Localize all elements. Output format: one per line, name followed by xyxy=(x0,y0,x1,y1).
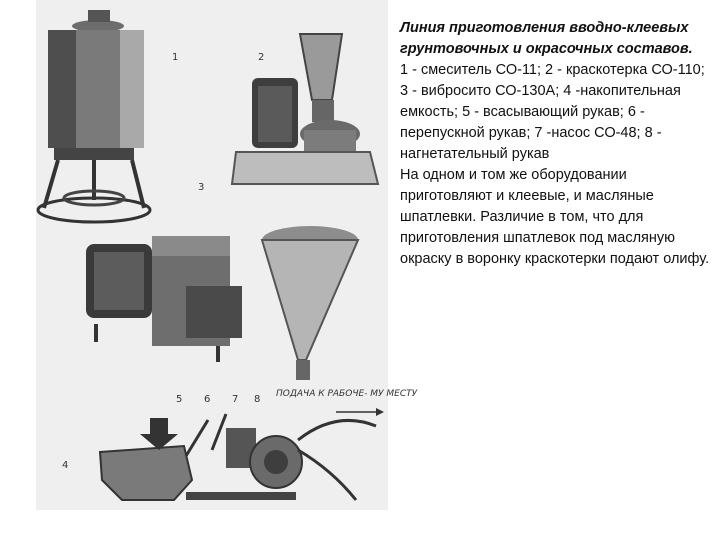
callout-label: 8 xyxy=(254,394,261,405)
slide-title: Линия приготовления вводно-клеевых грунтовочных и окрасочных составов. xyxy=(400,20,693,57)
callout-label: 5 xyxy=(176,394,183,405)
callout-label: 7 xyxy=(232,394,239,405)
callout-label: 1 xyxy=(172,52,179,63)
slide-text xyxy=(400,18,712,270)
callout-label: 4 xyxy=(62,460,69,471)
equipment-photo xyxy=(36,0,418,510)
callout-label: 6 xyxy=(204,394,211,405)
callout-label: 3 xyxy=(198,182,205,193)
handwritten-note: ПОДАЧА К РАБОЧЕ- МУ МЕСТУ xyxy=(276,389,418,399)
callout-label: 2 xyxy=(258,52,265,63)
body-paragraph: На одном и том же оборудовании приготовляют и клеевые, и масляные шпатлевки. Различие в том, что для приготовления шпатлевок под масляную окраску в воронку краскотерки подают олифу. xyxy=(400,167,710,267)
equipment-legend: 1 - смеситель СО-11; 2 - краскотерка СО-110; 3 - вибросито СО-130А; 4 -накопительная емкость; 5 - всасывающий рукав; 6 - перепускной рукав; 7 -насос СО-48; 8 - нагнетательный рукав xyxy=(400,62,705,162)
